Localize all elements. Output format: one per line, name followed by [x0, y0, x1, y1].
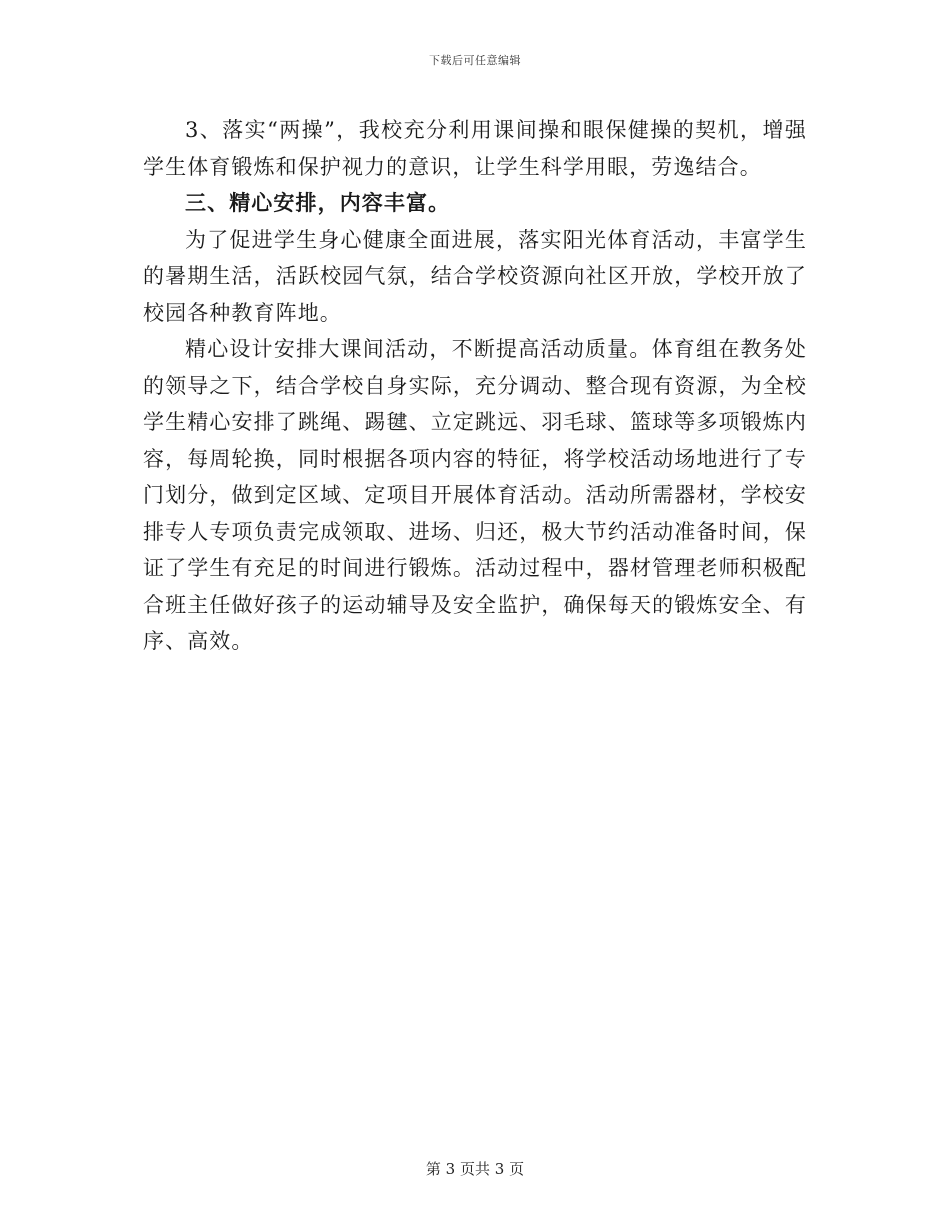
section-heading: 三、精心安排，内容丰富。 [185, 190, 451, 215]
paragraph-recess-activities: 精心设计安排大课间活动，不断提高活动质量。体育组在教务处的领导之下，结合学校自身实际，充分调动、整合现有资源，为全校学生精心安排了跳绳、踢毽、立定跳远、羽毛球、篮球等多项锻炼内容，每周轮换，同时根据各项内容的特征，将学校活动场地进行了专门划分，做到定区域、定项目开展体育活动。活动所需器材，学校安排专人专项负责完成领取、进场、归还，极大节约活动准备时间，保证了学生有充足的时间进行锻炼。活动过程中，器材管理老师积极配合班主任做好孩子的运动辅导及安全监护，确保每天的锻炼安全、有序、高效。 [143, 337, 807, 653]
page-number: 第 3 页共 3 页 [425, 1160, 525, 1178]
header-note: 下载后可任意编辑 [429, 54, 521, 67]
document-body [143, 112, 807, 660]
paragraph-two-exercises: 3、落实“两操”，我校充分利用课间操和眼保健操的契机，增强学生体育锻炼和保护视力的意识，让学生科学用眼，劳逸结合。 [143, 118, 807, 179]
paragraph-summer-activities: 为了促进学生身心健康全面进展，落实阳光体育活动，丰富学生的暑期生活，活跃校园气氛，结合学校资源向社区开放，学校开放了校园各种教育阵地。 [143, 227, 807, 325]
